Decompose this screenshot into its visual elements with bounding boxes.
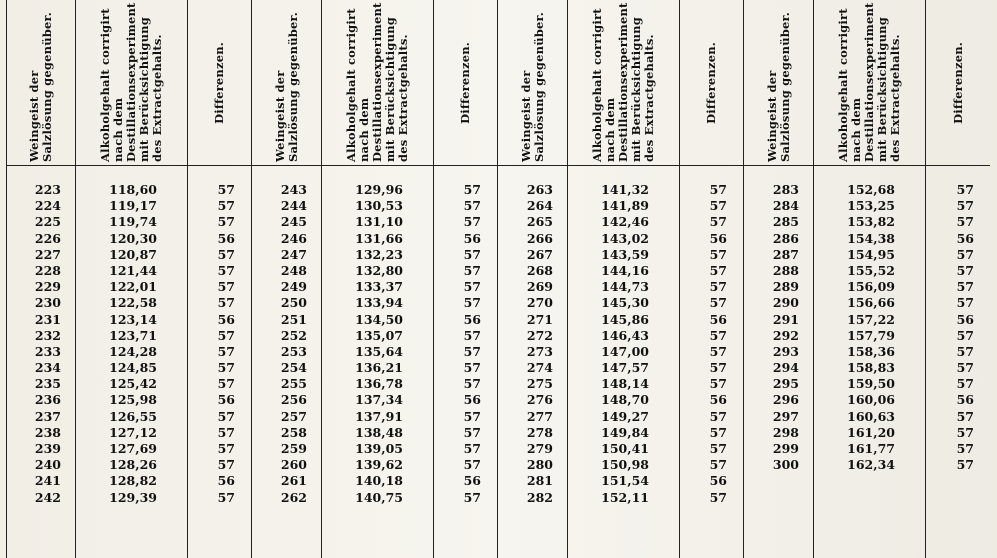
table-cell: 134,50 xyxy=(355,311,403,327)
table-cell: 150,41 xyxy=(601,441,649,456)
table-cell: 56 xyxy=(709,311,727,327)
table-cell: 263 xyxy=(526,182,553,197)
table-cell: 57 xyxy=(463,408,481,424)
column-header xyxy=(814,0,925,166)
table-cell: 294 xyxy=(772,360,799,376)
column-values xyxy=(744,166,813,473)
table-cell: 261 xyxy=(280,473,307,489)
table-cell: 123,14 xyxy=(109,311,157,327)
table-cell: 136,21 xyxy=(355,360,403,376)
table-cell: 57 xyxy=(956,376,974,392)
table-cell: 127,69 xyxy=(109,441,157,456)
table-cell: 145,86 xyxy=(601,311,649,327)
table-cell: 57 xyxy=(709,214,727,230)
table-cell: 56 xyxy=(463,473,481,489)
column-header xyxy=(434,0,497,166)
table-cell: 57 xyxy=(956,214,974,230)
column-header xyxy=(568,0,679,166)
table-cell: 280 xyxy=(526,457,553,473)
table-cell: 140,18 xyxy=(355,473,403,489)
table-cell: 128,26 xyxy=(109,457,157,473)
table-cell: 56 xyxy=(956,311,974,327)
table-cell: 57 xyxy=(709,457,727,473)
table-cell: 157,79 xyxy=(847,327,895,343)
table-cell: 278 xyxy=(526,424,553,440)
table-cell: 118,60 xyxy=(109,182,157,197)
column-alkoholgehalt-group-1 xyxy=(76,0,188,558)
table-cell: 269 xyxy=(526,279,553,295)
table-cell: 160,63 xyxy=(847,408,895,424)
table-cell: 120,30 xyxy=(109,230,157,246)
table-cell: 130,53 xyxy=(355,198,403,214)
column-values xyxy=(680,166,743,506)
table-cell: 57 xyxy=(463,441,481,456)
table-cell: 131,66 xyxy=(355,230,403,246)
column-differenzen-group-1 xyxy=(188,0,252,558)
table-cell: 125,98 xyxy=(109,392,157,408)
table-cell: 57 xyxy=(217,214,235,230)
table-cell: 295 xyxy=(772,376,799,392)
column-header-label: Alkoholgehalt corrigirt nach dem Destillationsexperiment mit Berücksichtigung des Extractgehalts. xyxy=(590,1,656,162)
table-cell: 144,16 xyxy=(601,262,649,278)
table-cell: 139,05 xyxy=(355,441,403,456)
column-weingeist-group-4 xyxy=(744,0,814,558)
table-cell: 240 xyxy=(34,457,61,473)
table-cell: 57 xyxy=(463,489,481,505)
table-cell: 57 xyxy=(709,343,727,359)
table-cell: 136,78 xyxy=(355,376,403,392)
table-cell: 284 xyxy=(772,198,799,214)
table-cell: 247 xyxy=(280,246,307,262)
column-header xyxy=(322,0,433,166)
table-cell: 125,42 xyxy=(109,376,157,392)
table-cell: 274 xyxy=(526,360,553,376)
column-values xyxy=(322,166,433,506)
table-cell: 57 xyxy=(217,441,235,456)
table-cell: 147,00 xyxy=(601,343,649,359)
table-cell: 57 xyxy=(956,198,974,214)
table-cell: 154,95 xyxy=(847,246,895,262)
table-cell: 293 xyxy=(772,343,799,359)
table-cell: 57 xyxy=(709,279,727,295)
table-cell: 57 xyxy=(463,246,481,262)
table-cell: 57 xyxy=(217,246,235,262)
table-cell: 262 xyxy=(280,489,307,505)
table-cell: 267 xyxy=(526,246,553,262)
column-header-label: Weingeist der Salzlösung gegenüber. xyxy=(272,11,300,162)
table-cell: 271 xyxy=(526,311,553,327)
table-cell: 226 xyxy=(34,230,61,246)
table-cell: 268 xyxy=(526,262,553,278)
column-values xyxy=(7,166,75,506)
column-weingeist-group-1 xyxy=(6,0,76,558)
table-cell: 288 xyxy=(772,262,799,278)
table-cell: 273 xyxy=(526,343,553,359)
table-cell: 160,06 xyxy=(847,392,895,408)
table-cell: 251 xyxy=(280,311,307,327)
table-cell: 154,38 xyxy=(847,230,895,246)
table-cell: 57 xyxy=(463,424,481,440)
table-cell: 291 xyxy=(772,311,799,327)
table-cell: 57 xyxy=(709,295,727,311)
table-cell: 277 xyxy=(526,408,553,424)
column-header-label: Weingeist der Salzlösung gegenüber. xyxy=(764,11,792,162)
column-header-label: Differenzen. xyxy=(212,41,226,124)
table-cell: 246 xyxy=(280,230,307,246)
column-differenzen-group-4 xyxy=(926,0,990,558)
table-cell: 255 xyxy=(280,376,307,392)
table-cell: 279 xyxy=(526,441,553,456)
table-cell: 56 xyxy=(217,392,235,408)
table-cell: 124,85 xyxy=(109,360,157,376)
table-cell: 57 xyxy=(463,295,481,311)
table-cell: 235 xyxy=(34,376,61,392)
column-header-label: Alkoholgehalt corrigirt nach dem Destillationsexperiment mit Berücksichtigung des Extractgehalts. xyxy=(836,1,902,162)
table-cell: 57 xyxy=(463,360,481,376)
table-cell: 141,32 xyxy=(601,182,649,197)
table-cell: 231 xyxy=(34,311,61,327)
table-cell: 151,54 xyxy=(601,473,649,489)
table-cell: 57 xyxy=(956,408,974,424)
table-cell: 258 xyxy=(280,424,307,440)
table-cell: 57 xyxy=(463,182,481,197)
table-cell: 229 xyxy=(34,279,61,295)
table-cell: 56 xyxy=(217,230,235,246)
column-values xyxy=(498,166,567,506)
table-cell: 233 xyxy=(34,343,61,359)
table-cell: 148,14 xyxy=(601,376,649,392)
table-cell: 153,82 xyxy=(847,214,895,230)
column-header xyxy=(498,0,567,166)
table-cell: 224 xyxy=(34,198,61,214)
column-header xyxy=(252,0,321,166)
table-cell: 122,58 xyxy=(109,295,157,311)
table-cell: 225 xyxy=(34,214,61,230)
column-header xyxy=(188,0,251,166)
table-cell: 57 xyxy=(956,343,974,359)
table-cell: 290 xyxy=(772,295,799,311)
table-cell: 272 xyxy=(526,327,553,343)
table-cell: 131,10 xyxy=(355,214,403,230)
table-cell: 228 xyxy=(34,262,61,278)
table-cell: 57 xyxy=(463,279,481,295)
column-header-label: Alkoholgehalt corrigirt nach dem Destillationsexperiment mit Berücksichtigung des Extractgehalts. xyxy=(98,1,164,162)
table-cell: 276 xyxy=(526,392,553,408)
table-cell: 57 xyxy=(463,343,481,359)
table-cell: 121,44 xyxy=(109,262,157,278)
column-differenzen-group-3 xyxy=(680,0,744,558)
table-cell: 265 xyxy=(526,214,553,230)
table-cell: 257 xyxy=(280,408,307,424)
table-cell: 256 xyxy=(280,392,307,408)
table-cell: 132,23 xyxy=(355,246,403,262)
table-cell: 57 xyxy=(709,441,727,456)
table-cell: 57 xyxy=(709,246,727,262)
table-cell: 57 xyxy=(217,424,235,440)
column-values xyxy=(814,166,925,473)
table-cell: 242 xyxy=(34,489,61,505)
table-cell: 252 xyxy=(280,327,307,343)
table-cell: 57 xyxy=(217,489,235,505)
column-alkoholgehalt-group-3 xyxy=(568,0,680,558)
table-cell: 57 xyxy=(217,343,235,359)
column-values xyxy=(76,166,187,506)
table-cell: 149,84 xyxy=(601,424,649,440)
column-values xyxy=(252,166,321,506)
table-cell: 56 xyxy=(217,311,235,327)
column-header-label: Weingeist der Salzlösung gegenüber. xyxy=(518,11,546,162)
table-cell: 57 xyxy=(217,360,235,376)
table-cell: 238 xyxy=(34,424,61,440)
table-cell: 264 xyxy=(526,198,553,214)
table-cell: 57 xyxy=(217,279,235,295)
table-cell: 57 xyxy=(956,295,974,311)
table-cell: 57 xyxy=(463,376,481,392)
table-cell: 285 xyxy=(772,214,799,230)
table-cell: 248 xyxy=(280,262,307,278)
table-cell: 158,83 xyxy=(847,360,895,376)
table-cell: 250 xyxy=(280,295,307,311)
table-cell: 57 xyxy=(217,262,235,278)
column-values xyxy=(926,166,990,473)
table-cell: 57 xyxy=(956,441,974,456)
table-cell: 270 xyxy=(526,295,553,311)
table-cell: 57 xyxy=(956,424,974,440)
column-header-label: Differenzen. xyxy=(950,41,965,124)
table-cell: 287 xyxy=(772,246,799,262)
table-cell: 57 xyxy=(709,376,727,392)
table-cell: 56 xyxy=(956,392,974,408)
table-cell: 57 xyxy=(709,360,727,376)
table-cell: 119,17 xyxy=(109,198,157,214)
table-cell: 156,09 xyxy=(847,279,895,295)
table-cell: 56 xyxy=(709,473,727,489)
table-cell: 143,02 xyxy=(601,230,649,246)
table-cell: 57 xyxy=(709,327,727,343)
column-header-label: Differenzen. xyxy=(458,41,472,124)
column-values xyxy=(188,166,251,506)
table-cell: 57 xyxy=(463,262,481,278)
column-header xyxy=(76,0,187,166)
table-cell: 161,77 xyxy=(847,441,895,456)
table-cell: 57 xyxy=(956,262,974,278)
table-cell: 139,62 xyxy=(355,457,403,473)
table-cell: 132,80 xyxy=(355,262,403,278)
table-cell: 286 xyxy=(772,230,799,246)
table-cell: 236 xyxy=(34,392,61,408)
table-cell: 129,39 xyxy=(109,489,157,505)
column-values xyxy=(568,166,679,506)
table-cell: 159,50 xyxy=(847,376,895,392)
column-header xyxy=(926,0,990,166)
column-weingeist-group-3 xyxy=(498,0,568,558)
table-cell: 282 xyxy=(526,489,553,505)
table-cell: 141,89 xyxy=(601,198,649,214)
table-cell: 57 xyxy=(956,457,974,473)
table-cell: 260 xyxy=(280,457,307,473)
table-cell: 143,59 xyxy=(601,246,649,262)
table-cell: 57 xyxy=(956,246,974,262)
table-cell: 126,55 xyxy=(109,408,157,424)
table-cell: 57 xyxy=(463,457,481,473)
table-cell: 137,34 xyxy=(355,392,403,408)
table-cell: 230 xyxy=(34,295,61,311)
table-cell: 56 xyxy=(956,230,974,246)
table-cell: 57 xyxy=(956,360,974,376)
table-cell: 56 xyxy=(463,392,481,408)
table-cell: 254 xyxy=(280,360,307,376)
table-cell: 57 xyxy=(217,182,235,197)
column-weingeist-group-2 xyxy=(252,0,322,558)
table-cell: 128,82 xyxy=(109,473,157,489)
table-cell: 245 xyxy=(280,214,307,230)
table-cell: 129,96 xyxy=(355,182,403,197)
table-cell: 57 xyxy=(956,182,974,197)
table-cell: 144,73 xyxy=(601,279,649,295)
table-cell: 300 xyxy=(772,457,799,473)
table-cell: 157,22 xyxy=(847,311,895,327)
column-header-label: Weingeist der Salzlösung gegenüber. xyxy=(27,11,54,162)
table-cell: 122,01 xyxy=(109,279,157,295)
table-cell: 297 xyxy=(772,408,799,424)
column-header-label: Differenzen. xyxy=(704,41,718,124)
table-cell: 138,48 xyxy=(355,424,403,440)
table-cell: 56 xyxy=(463,230,481,246)
table-cell: 148,70 xyxy=(601,392,649,408)
table-cell: 152,68 xyxy=(847,182,895,197)
table-cell: 299 xyxy=(772,441,799,456)
table-cell: 149,27 xyxy=(601,408,649,424)
table-cell: 56 xyxy=(463,311,481,327)
table-cell: 266 xyxy=(526,230,553,246)
table-cell: 158,36 xyxy=(847,343,895,359)
table-cell: 56 xyxy=(709,230,727,246)
column-alkoholgehalt-group-4 xyxy=(814,0,926,558)
table-cell: 275 xyxy=(526,376,553,392)
table-cell: 57 xyxy=(463,327,481,343)
table-cell: 137,91 xyxy=(355,408,403,424)
table-cell: 135,07 xyxy=(355,327,403,343)
table-cell: 241 xyxy=(34,473,61,489)
table-cell: 57 xyxy=(956,327,974,343)
column-header xyxy=(744,0,813,166)
table-cell: 57 xyxy=(709,424,727,440)
table-cell: 243 xyxy=(280,182,307,197)
column-alkoholgehalt-group-2 xyxy=(322,0,434,558)
table-cell: 142,46 xyxy=(601,214,649,230)
table-cell: 127,12 xyxy=(109,424,157,440)
table-cell: 56 xyxy=(709,392,727,408)
table-cell: 253 xyxy=(280,343,307,359)
table-cell: 133,94 xyxy=(355,295,403,311)
table-cell: 124,28 xyxy=(109,343,157,359)
table-cell: 57 xyxy=(709,182,727,197)
table-cell: 296 xyxy=(772,392,799,408)
table-cell: 146,43 xyxy=(601,327,649,343)
table-cell: 289 xyxy=(772,279,799,295)
table-cell: 239 xyxy=(34,441,61,456)
column-values xyxy=(434,166,497,506)
table-cell: 123,71 xyxy=(109,327,157,343)
table-cell: 147,57 xyxy=(601,360,649,376)
table-cell: 153,25 xyxy=(847,198,895,214)
table-cell: 283 xyxy=(772,182,799,197)
table-cell: 156,66 xyxy=(847,295,895,311)
table-cell: 298 xyxy=(772,424,799,440)
table-cell: 227 xyxy=(34,246,61,262)
table-cell: 244 xyxy=(280,198,307,214)
table-cell: 152,11 xyxy=(601,489,649,505)
table-cell: 140,75 xyxy=(355,489,403,505)
table-cell: 120,87 xyxy=(109,246,157,262)
table-cell: 57 xyxy=(217,457,235,473)
table-cell: 56 xyxy=(217,473,235,489)
table-cell: 292 xyxy=(772,327,799,343)
alcohol-table xyxy=(6,0,992,558)
column-header-label: Alkoholgehalt corrigirt nach dem Destillationsexperiment mit Berücksichtigung des Extractgehalts. xyxy=(344,1,410,162)
table-cell: 57 xyxy=(709,198,727,214)
table-cell: 155,52 xyxy=(847,262,895,278)
column-header xyxy=(680,0,743,166)
table-cell: 150,98 xyxy=(601,457,649,473)
table-cell: 119,74 xyxy=(109,214,157,230)
table-cell: 135,64 xyxy=(355,343,403,359)
table-cell: 237 xyxy=(34,408,61,424)
table-cell: 223 xyxy=(34,182,61,197)
column-differenzen-group-2 xyxy=(434,0,498,558)
table-cell: 161,20 xyxy=(847,424,895,440)
table-cell: 57 xyxy=(709,489,727,505)
table-cell: 57 xyxy=(217,408,235,424)
table-cell: 57 xyxy=(217,376,235,392)
table-cell: 57 xyxy=(217,295,235,311)
table-cell: 249 xyxy=(280,279,307,295)
table-cell: 57 xyxy=(217,327,235,343)
table-cell: 234 xyxy=(34,360,61,376)
table-cell: 232 xyxy=(34,327,61,343)
table-cell: 57 xyxy=(463,214,481,230)
table-cell: 145,30 xyxy=(601,295,649,311)
table-cell: 162,34 xyxy=(847,457,895,473)
table-cell: 133,37 xyxy=(355,279,403,295)
table-cell: 259 xyxy=(280,441,307,456)
table-cell: 57 xyxy=(956,279,974,295)
table-cell: 57 xyxy=(709,408,727,424)
table-cell: 57 xyxy=(709,262,727,278)
table-cell: 57 xyxy=(217,198,235,214)
table-cell: 57 xyxy=(463,198,481,214)
table-cell: 281 xyxy=(526,473,553,489)
column-header xyxy=(7,0,75,166)
